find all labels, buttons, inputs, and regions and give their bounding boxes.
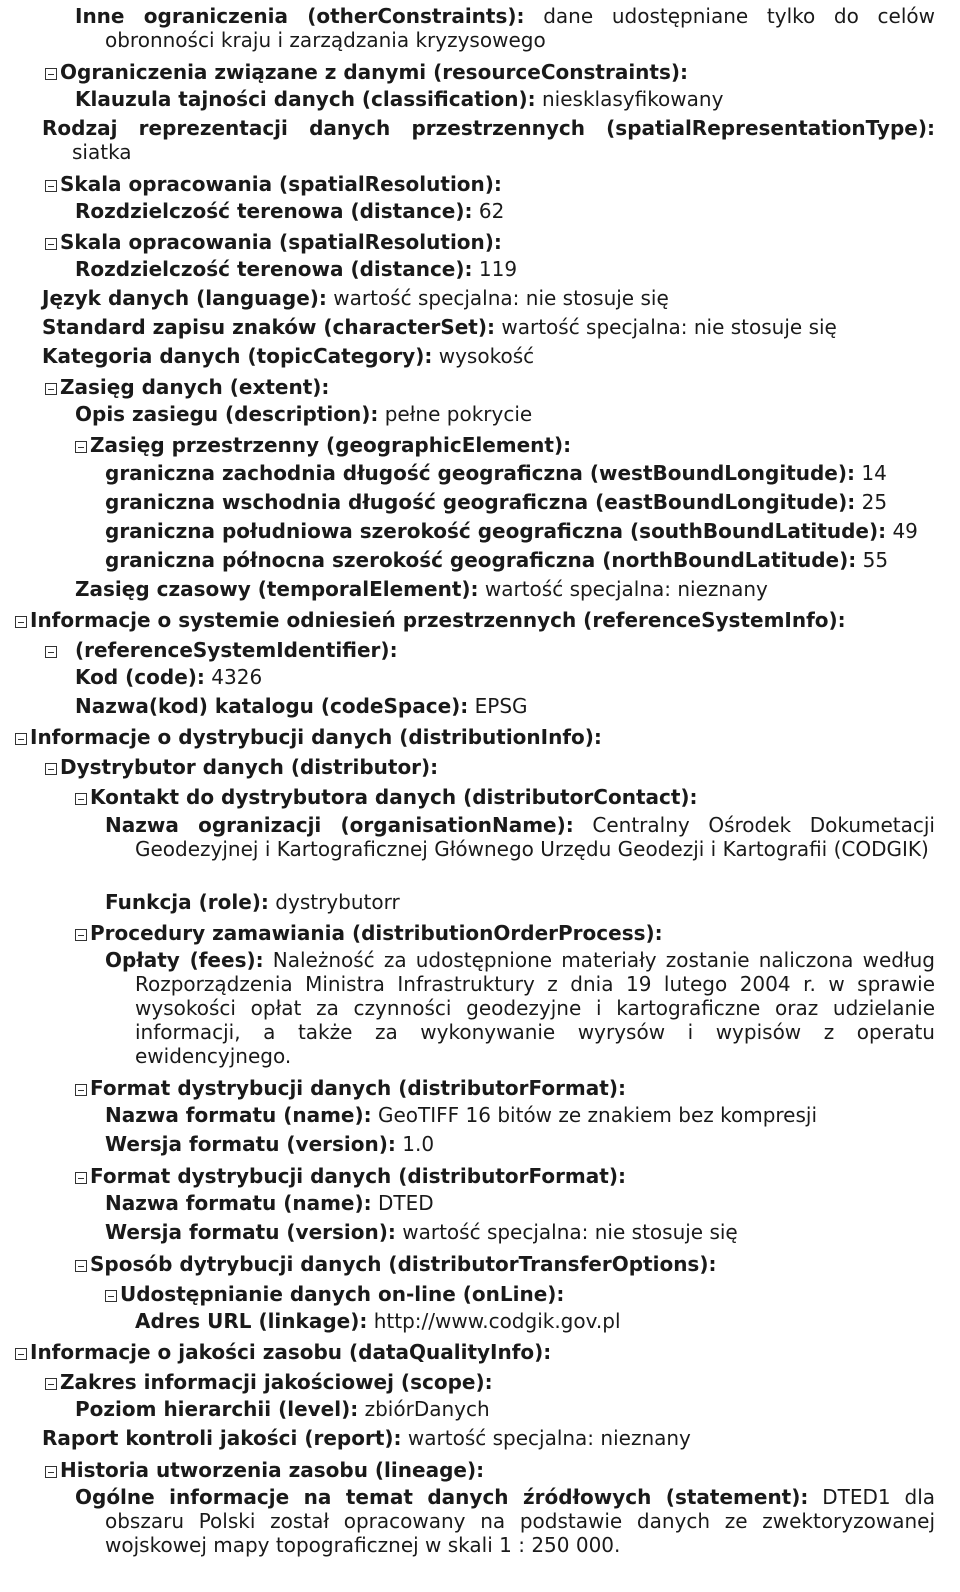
field-label: Wersja formatu (version): [105, 1220, 396, 1244]
collapse-toggle-icon[interactable] [75, 793, 87, 805]
field-label: Adres URL (linkage): [135, 1309, 368, 1333]
collapse-toggle-icon[interactable] [45, 763, 57, 775]
tree-node-informacje-o-systemie-odniesien-przestrzennych [0, 608, 960, 632]
tree-node-zasieg-danych [0, 375, 960, 399]
field-value: 1.0 [402, 1132, 435, 1156]
field-raport-kontroli-jakosci [0, 1426, 960, 1450]
field-label: Zasięg czasowy (temporalElement): [75, 577, 479, 601]
field-value: 55 [862, 548, 889, 572]
field-rodzaj-reprezentacji-danych-przestrzennych [0, 116, 960, 164]
collapse-toggle-icon[interactable] [45, 1466, 57, 1478]
field-graniczna-polnocna-szerokosc-geograficzna [0, 548, 960, 572]
field-label: Zasięg danych (extent): [60, 375, 330, 399]
field-wersja-formatu [0, 1220, 960, 1244]
tree-node-historia-utworzenia-zasobu [0, 1458, 960, 1482]
field-label: Informacje o systemie odniesień przestrzennych (referenceSystemInfo): [30, 608, 846, 632]
field-value: 49 [892, 519, 918, 543]
tree-node-dystrybutor-danych [0, 755, 960, 779]
field-label: Procedury zamawiania (distributionOrderProcess): [90, 921, 663, 945]
collapse-toggle-icon[interactable] [105, 1290, 117, 1302]
field-rozdzielczosc-terenowa [0, 199, 960, 223]
field-label: Zasięg przestrzenny (geographicElement): [90, 433, 572, 457]
field-value: siatka [72, 140, 132, 164]
tree-node-sposob-dytrybucji-danych [0, 1252, 960, 1276]
field-value: dane udostępniane tylko do celów obronności kraju i zarządzania kryzysowego [105, 4, 936, 52]
field-value: 62 [478, 199, 505, 223]
field-value: Należność za udostępnione materiały zostanie naliczona według Rozporządzenia Ministra Infrastruktury z dnia 19 lutego 2004 r. w sprawie wysokości opłat za czynności geodezyjne i kartograficzne oraz udzielanie informacji, a także za wykonywanie wyrysów i wypisów z operatu ewidencyjnego. [135, 948, 936, 1068]
field-label: Udostępnianie danych on-line (onLine): [120, 1282, 565, 1306]
field-label: Kontakt do dystrybutora danych (distributorContact): [90, 785, 698, 809]
collapse-toggle-icon[interactable] [15, 1348, 27, 1360]
field-label: Zakres informacji jakościowej (scope): [60, 1370, 493, 1394]
collapse-toggle-icon[interactable] [75, 1260, 87, 1272]
collapse-toggle-icon[interactable] [45, 238, 57, 250]
field-adres-url [0, 1309, 960, 1333]
field-label: Historia utworzenia zasobu (lineage): [60, 1458, 485, 1482]
field-zasieg-czasowy [0, 577, 960, 601]
field-label: Nazwa ogranizacji (organisationName): [105, 813, 574, 837]
tree-node-skala-opracowania [0, 230, 960, 254]
field-label: Opłaty (fees): [105, 948, 264, 972]
field-label: Format dystrybucji danych (distributorFormat): [90, 1076, 626, 1100]
field-opis-zasiegu [0, 402, 960, 426]
field-label: Skala opracowania (spatialResolution): [60, 230, 502, 254]
tree-node-skala-opracowania [0, 172, 960, 196]
field-value: zbiórDanych [364, 1397, 490, 1421]
field-label: Ograniczenia związane z danymi (resourceConstraints): [60, 60, 689, 84]
collapse-toggle-icon[interactable] [45, 68, 57, 80]
field-value: wartość specjalna: nie stosuje się [333, 286, 669, 310]
field-graniczna-poludniowa-szerokosc-geograficzna [0, 519, 960, 543]
field-label: Inne ograniczenia (otherConstraints): [75, 4, 525, 28]
field-label: Poziom hierarchii (level): [75, 1397, 359, 1421]
field-wersja-formatu [0, 1132, 960, 1156]
field-value: wartość specjalna: nieznany [407, 1426, 691, 1450]
field-nazwa-formatu [0, 1103, 960, 1127]
collapse-toggle-icon[interactable] [45, 383, 57, 395]
collapse-toggle-icon[interactable] [75, 929, 87, 941]
field-label: Wersja formatu (version): [105, 1132, 396, 1156]
field-value: wartość specjalna: nie stosuje się [501, 315, 837, 339]
tree-node-kontakt-do-dystrybutora-danych [0, 785, 960, 809]
field-label: Rozdzielczość terenowa (distance): [75, 199, 473, 223]
field-value: pełne pokrycie [384, 402, 533, 426]
field-label: Kod (code): [75, 665, 205, 689]
field-value: DTED [378, 1191, 434, 1215]
field-jezyk-danych [0, 286, 960, 310]
field-ogolne-informacje-na-temat-danych-zrodlowych [0, 1485, 960, 1557]
field-value: wartość specjalna: nie stosuje się [402, 1220, 738, 1244]
field-label: Raport kontroli jakości (report): [42, 1426, 402, 1450]
field-label: graniczna wschodnia długość geograficzna (eastBoundLongitude): [105, 490, 856, 514]
field-value: 4326 [211, 665, 263, 689]
field-graniczna-wschodnia-dlugosc-geograficzna [0, 490, 960, 514]
tree-node-ograniczenia-zwiazane-z-danymi [0, 60, 960, 84]
field-label: Ogólne informacje na temat danych źródłowych (statement): [75, 1485, 809, 1509]
tree-node-format-dystrybucji-danych [0, 1076, 960, 1100]
field-value: Centralny Ośrodek Dokumetacji Geodezyjnej i Kartograficznej Głównego Urzędu Geodezji i Kartografii (CODGIK) [135, 813, 935, 861]
field-value: GeoTIFF 16 bitów ze znakiem bez kompresji [378, 1103, 818, 1127]
field-value: wartość specjalna: nieznany [484, 577, 768, 601]
tree-node-zasieg-przestrzenny [0, 433, 960, 457]
field-value: wysokość [438, 344, 535, 368]
tree-node-informacje-o-jakosci-zasobu [0, 1340, 960, 1364]
collapse-toggle-icon[interactable] [15, 733, 27, 745]
tree-node-informacje-o-dystrybucji-danych [0, 725, 960, 749]
field-label: Funkcja (role): [105, 890, 269, 914]
field-graniczna-zachodnia-dlugosc-geograficzna [0, 461, 960, 485]
field-kod [0, 665, 960, 689]
field-label: Klauzula tajności danych (classification): [75, 87, 536, 111]
field-kategoria-danych [0, 344, 960, 368]
collapse-toggle-icon[interactable] [75, 1172, 87, 1184]
field-label: Format dystrybucji danych (distributorFormat): [90, 1164, 626, 1188]
tree-node-zakres-informacji-jakosciowej [0, 1370, 960, 1394]
field-label: Sposób dytrybucji danych (distributorTransferOptions): [90, 1252, 717, 1276]
field-label: graniczna zachodnia długość geograficzna (westBoundLongitude): [105, 461, 856, 485]
field-value: DTED1 dla obszaru Polski został opracowany na podstawie danych ze zwektoryzowanej wojskowej mapy topograficznej w skali 1 : 250 000. [105, 1485, 935, 1557]
field-label: Skala opracowania (spatialResolution): [60, 172, 502, 196]
tree-node-udostepnianie-danych-on-line [0, 1282, 960, 1306]
tree-node-node [0, 638, 960, 662]
field-label: Informacje o dystrybucji danych (distributionInfo): [30, 725, 602, 749]
field-standard-zapisu-znakow [0, 315, 960, 339]
field-oplaty [0, 948, 960, 1068]
collapse-toggle-icon[interactable] [45, 1378, 57, 1390]
field-label: Opis zasiegu (description): [75, 402, 379, 426]
collapse-toggle-icon[interactable] [15, 616, 27, 628]
field-value: dystrybutorr [275, 890, 400, 914]
field-label: Rozdzielczość terenowa (distance): [75, 257, 473, 281]
field-label: Informacje o jakości zasobu (dataQualityInfo): [30, 1340, 552, 1364]
tree-node-procedury-zamawiania [0, 921, 960, 945]
tree-node-format-dystrybucji-danych [0, 1164, 960, 1188]
field-poziom-hierarchii [0, 1397, 960, 1421]
field-label: Dystrybutor danych (distributor): [60, 755, 439, 779]
field-value: http://www.codgik.gov.pl [373, 1309, 621, 1333]
field-inne-ograniczenia [0, 4, 960, 52]
field-label: (referenceSystemIdentifier): [68, 638, 398, 662]
field-label: Standard zapisu znaków (characterSet): [42, 315, 495, 339]
field-value: 14 [861, 461, 887, 485]
field-value: niesklasyfikowany [541, 87, 724, 111]
field-value: EPSG [474, 694, 528, 718]
field-funkcja [0, 890, 960, 914]
field-label: Kategoria danych (topicCategory): [42, 344, 433, 368]
collapse-toggle-icon[interactable] [45, 180, 57, 192]
collapse-toggle-icon[interactable] [45, 646, 57, 658]
collapse-toggle-icon[interactable] [75, 1084, 87, 1096]
field-label: Język danych (language): [42, 286, 327, 310]
field-label: graniczna południowa szerokość geograficzna (southBoundLatitude): [105, 519, 887, 543]
collapse-toggle-icon[interactable] [75, 441, 87, 453]
field-nazwa-katalogu [0, 694, 960, 718]
field-value: 25 [861, 490, 888, 514]
field-label: Nazwa formatu (name): [105, 1103, 372, 1127]
field-nazwa-formatu [0, 1191, 960, 1215]
field-label: Rodzaj reprezentacji danych przestrzennych (spatialRepresentationType): [42, 116, 935, 140]
field-klauzula-tajnosci-danych [0, 87, 960, 111]
field-rozdzielczosc-terenowa [0, 257, 960, 281]
field-label: graniczna północna szerokość geograficzna (northBoundLatitude): [105, 548, 857, 572]
field-label: Nazwa formatu (name): [105, 1191, 372, 1215]
field-value: 119 [478, 257, 518, 281]
field-nazwa-ogranizacji [0, 813, 960, 861]
field-label: Nazwa(kod) katalogu (codeSpace): [75, 694, 469, 718]
